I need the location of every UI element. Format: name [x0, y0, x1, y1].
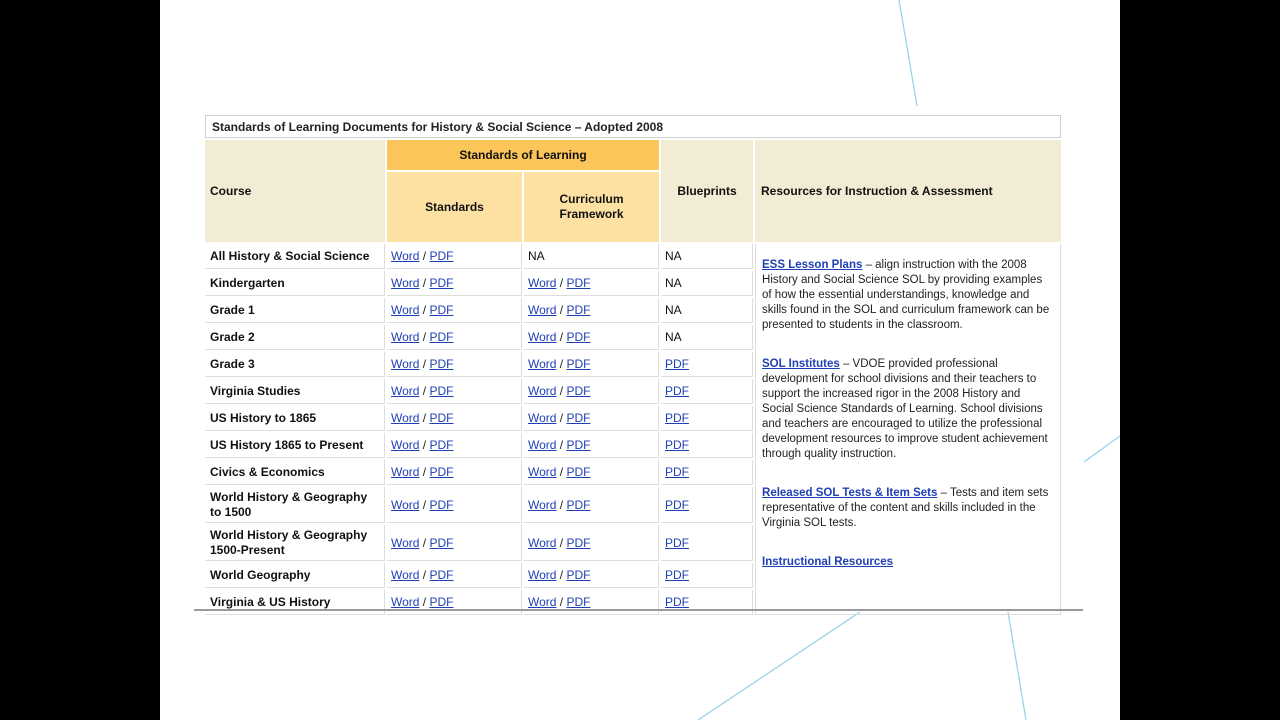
link-separator: /	[422, 276, 427, 290]
standards-cell	[387, 460, 522, 485]
standards-cell-pdf-link[interactable]: PDF	[429, 330, 454, 344]
link-separator: /	[559, 595, 564, 609]
course-name: Virginia & US History	[205, 590, 385, 615]
standards-cell-word-link[interactable]: Word	[391, 330, 420, 344]
course-name: World History & Geography to 1500	[205, 487, 385, 523]
blueprints-cell-pdf-link[interactable]: PDF	[665, 535, 690, 550]
blueprints-cell	[661, 352, 753, 377]
link-separator: /	[422, 357, 427, 371]
blueprints-cell-value: NA	[665, 330, 682, 344]
resource-item	[762, 555, 1054, 570]
standards-cell	[387, 433, 522, 458]
course-name: Grade 2	[205, 325, 385, 350]
document-title: Standards of Learning Documents for History & Social Science – Adopted 2008	[205, 115, 1061, 138]
standards-cell-word-link[interactable]: Word	[391, 497, 420, 512]
framework-cell-pdf-link[interactable]: PDF	[566, 357, 591, 371]
course-name: All History & Social Science	[205, 244, 385, 269]
resource-link[interactable]: Released SOL Tests & Item Sets	[762, 487, 938, 499]
standards-cell-pdf-link[interactable]: PDF	[429, 249, 454, 263]
blueprints-cell-pdf-link[interactable]: PDF	[665, 595, 690, 609]
course-name: World Geography	[205, 563, 385, 588]
course-name: Kindergarten	[205, 271, 385, 296]
standards-cell-word-link[interactable]: Word	[391, 357, 420, 371]
standards-cell	[387, 590, 522, 615]
framework-cell	[524, 325, 659, 350]
framework-cell-word-link[interactable]: Word	[528, 357, 557, 371]
resources-panel	[755, 244, 1061, 615]
standards-cell-word-link[interactable]: Word	[391, 249, 420, 263]
standards-cell	[387, 325, 522, 350]
resource-description: – align instruction with the 2008 History and Social Science SOL by providing examples of how the essential understandings, knowledge and skills found in the SOL and curriculum framework can be presented to students in the classroom.	[762, 259, 1050, 331]
link-separator: /	[559, 303, 564, 317]
course-name: Grade 3	[205, 352, 385, 377]
framework-cell-word-link[interactable]: Word	[528, 276, 557, 290]
resource-description: – VDOE provided professional development for school divisions and their teachers to support the increased rigor in the 2008 History and Social Science Standards of Learning. School divisions and teachers are encouraged to utilize the professional development resources to improve student achievement through quality instruction.	[762, 358, 1048, 460]
standards-cell-pdf-link[interactable]: PDF	[429, 303, 454, 317]
standards-cell	[387, 298, 522, 323]
standards-cell-pdf-link[interactable]: PDF	[429, 357, 454, 371]
course-name: Virginia Studies	[205, 379, 385, 404]
standards-cell-pdf-link[interactable]: PDF	[429, 568, 454, 582]
blueprints-cell-value: NA	[665, 303, 682, 317]
course-name: Grade 1	[205, 298, 385, 323]
blueprints-cell-pdf-link[interactable]: PDF	[665, 384, 690, 398]
link-separator: /	[422, 438, 427, 452]
blueprints-cell	[661, 244, 753, 269]
framework-cell-value: NA	[528, 249, 545, 263]
bottom-rule	[194, 609, 1083, 611]
blueprints-cell-value: NA	[665, 249, 682, 263]
framework-cell	[524, 379, 659, 404]
framework-cell-pdf-link[interactable]: PDF	[566, 595, 591, 609]
course-name: US History 1865 to Present	[205, 433, 385, 458]
deco-line	[899, 0, 917, 106]
link-separator: /	[559, 357, 564, 371]
link-separator: /	[559, 535, 564, 550]
framework-cell-word-link[interactable]: Word	[528, 595, 557, 609]
blueprints-header: Blueprints	[661, 140, 753, 242]
standards-cell-word-link[interactable]: Word	[391, 438, 420, 452]
standards-cell-pdf-link[interactable]: PDF	[429, 276, 454, 290]
framework-cell-pdf-link[interactable]: PDF	[566, 330, 591, 344]
standards-cell-pdf-link[interactable]: PDF	[429, 411, 454, 425]
standards-cell	[387, 563, 522, 588]
standards-cell-word-link[interactable]: Word	[391, 303, 420, 317]
blueprints-cell-value: NA	[665, 276, 682, 290]
sol-group-header: Standards of Learning	[387, 140, 659, 170]
deco-line	[698, 612, 860, 720]
slide	[160, 0, 1120, 720]
blueprints-cell	[661, 563, 753, 588]
blueprints-cell-pdf-link[interactable]: PDF	[665, 438, 690, 452]
framework-cell	[524, 563, 659, 588]
course-name: Civics & Economics	[205, 460, 385, 485]
framework-cell	[524, 406, 659, 431]
framework-cell	[524, 244, 659, 269]
link-separator: /	[559, 276, 564, 290]
standards-cell-pdf-link[interactable]: PDF	[429, 497, 454, 512]
standards-cell-word-link[interactable]: Word	[391, 465, 420, 479]
link-separator: /	[422, 384, 427, 398]
link-separator: /	[559, 465, 564, 479]
blueprints-cell	[661, 406, 753, 431]
resource-link[interactable]: Instructional Resources	[762, 556, 894, 568]
standards-cell-word-link[interactable]: Word	[391, 276, 420, 290]
framework-cell-word-link[interactable]: Word	[528, 438, 557, 452]
blueprints-cell	[661, 525, 753, 561]
link-separator: /	[559, 497, 564, 512]
link-separator: /	[559, 411, 564, 425]
framework-cell-pdf-link[interactable]: PDF	[566, 411, 591, 425]
blueprints-cell	[661, 487, 753, 523]
resource-item	[762, 258, 1054, 333]
framework-cell-word-link[interactable]: Word	[528, 384, 557, 398]
link-separator: /	[422, 465, 427, 479]
link-separator: /	[559, 384, 564, 398]
link-separator: /	[422, 330, 427, 344]
framework-cell	[524, 525, 659, 561]
blueprints-cell	[661, 298, 753, 323]
link-separator: /	[422, 249, 427, 263]
blueprints-cell	[661, 271, 753, 296]
resource-item	[762, 357, 1054, 462]
standards-cell	[387, 271, 522, 296]
link-separator: /	[422, 303, 427, 317]
framework-cell	[524, 271, 659, 296]
standards-cell	[387, 525, 522, 561]
link-separator: /	[422, 411, 427, 425]
framework-cell	[524, 298, 659, 323]
resource-link[interactable]: SOL Institutes	[762, 358, 840, 370]
standards-cell-pdf-link[interactable]: PDF	[429, 595, 454, 609]
link-separator: /	[422, 568, 427, 582]
framework-cell-pdf-link[interactable]: PDF	[566, 535, 591, 550]
sol-table	[203, 138, 1063, 617]
standards-cell	[387, 352, 522, 377]
framework-cell-pdf-link[interactable]: PDF	[566, 438, 591, 452]
framework-cell-pdf-link[interactable]: PDF	[566, 497, 591, 512]
framework-cell-pdf-link[interactable]: PDF	[566, 303, 591, 317]
framework-cell-word-link[interactable]: Word	[528, 330, 557, 344]
blueprints-cell-pdf-link[interactable]: PDF	[665, 465, 690, 479]
link-separator: /	[422, 535, 427, 550]
resource-link[interactable]: ESS Lesson Plans	[762, 259, 863, 271]
course-name: US History to 1865	[205, 406, 385, 431]
standards-cell-word-link[interactable]: Word	[391, 595, 420, 609]
standards-cell-pdf-link[interactable]: PDF	[429, 535, 454, 550]
framework-cell-word-link[interactable]: Word	[528, 568, 557, 582]
standards-cell-word-link[interactable]: Word	[391, 411, 420, 425]
deco-line	[1008, 612, 1026, 720]
link-separator: /	[422, 497, 427, 512]
framework-cell	[524, 487, 659, 523]
standards-cell	[387, 487, 522, 523]
link-separator: /	[559, 568, 564, 582]
link-separator: /	[559, 330, 564, 344]
framework-cell	[524, 460, 659, 485]
standards-cell-pdf-link[interactable]: PDF	[429, 465, 454, 479]
standards-cell-pdf-link[interactable]: PDF	[429, 438, 454, 452]
standards-cell	[387, 379, 522, 404]
resource-description: – Tests and item sets representative of the content and skills included in the Virginia SOL tests.	[762, 487, 1049, 529]
standards-cell-word-link[interactable]: Word	[391, 535, 420, 550]
framework-cell-word-link[interactable]: Word	[528, 303, 557, 317]
framework-cell-pdf-link[interactable]: PDF	[566, 384, 591, 398]
table-row	[205, 244, 1061, 269]
framework-cell-pdf-link[interactable]: PDF	[566, 568, 591, 582]
blueprints-cell	[661, 325, 753, 350]
framework-cell	[524, 433, 659, 458]
blueprints-cell-pdf-link[interactable]: PDF	[665, 411, 690, 425]
blueprints-cell-pdf-link[interactable]: PDF	[665, 568, 690, 582]
standards-cell	[387, 406, 522, 431]
blueprints-cell	[661, 460, 753, 485]
sol-document	[205, 115, 1061, 617]
link-separator: /	[422, 595, 427, 609]
course-header: Course	[205, 140, 385, 242]
blueprints-cell	[661, 379, 753, 404]
course-name: World History & Geography 1500-Present	[205, 525, 385, 561]
resources-header: Resources for Instruction & Assessment	[755, 140, 1061, 242]
standards-cell-word-link[interactable]: Word	[391, 568, 420, 582]
link-separator: /	[559, 438, 564, 452]
standards-header: Standards	[387, 172, 522, 242]
framework-cell-pdf-link[interactable]: PDF	[566, 276, 591, 290]
blueprints-cell-pdf-link[interactable]: PDF	[665, 497, 690, 512]
framework-cell-pdf-link[interactable]: PDF	[566, 465, 591, 479]
standards-cell-word-link[interactable]: Word	[391, 384, 420, 398]
blueprints-cell-pdf-link[interactable]: PDF	[665, 357, 690, 371]
blueprints-cell	[661, 433, 753, 458]
framework-cell-word-link[interactable]: Word	[528, 411, 557, 425]
framework-cell	[524, 590, 659, 615]
framework-cell	[524, 352, 659, 377]
framework-cell-word-link[interactable]: Word	[528, 535, 557, 550]
deco-line	[1084, 436, 1120, 462]
framework-cell-word-link[interactable]: Word	[528, 465, 557, 479]
standards-cell-pdf-link[interactable]: PDF	[429, 384, 454, 398]
framework-cell-word-link[interactable]: Word	[528, 497, 557, 512]
resource-item	[762, 486, 1054, 531]
blueprints-cell	[661, 590, 753, 615]
standards-cell	[387, 244, 522, 269]
curriculum-framework-header: Curriculum Framework	[524, 172, 659, 242]
